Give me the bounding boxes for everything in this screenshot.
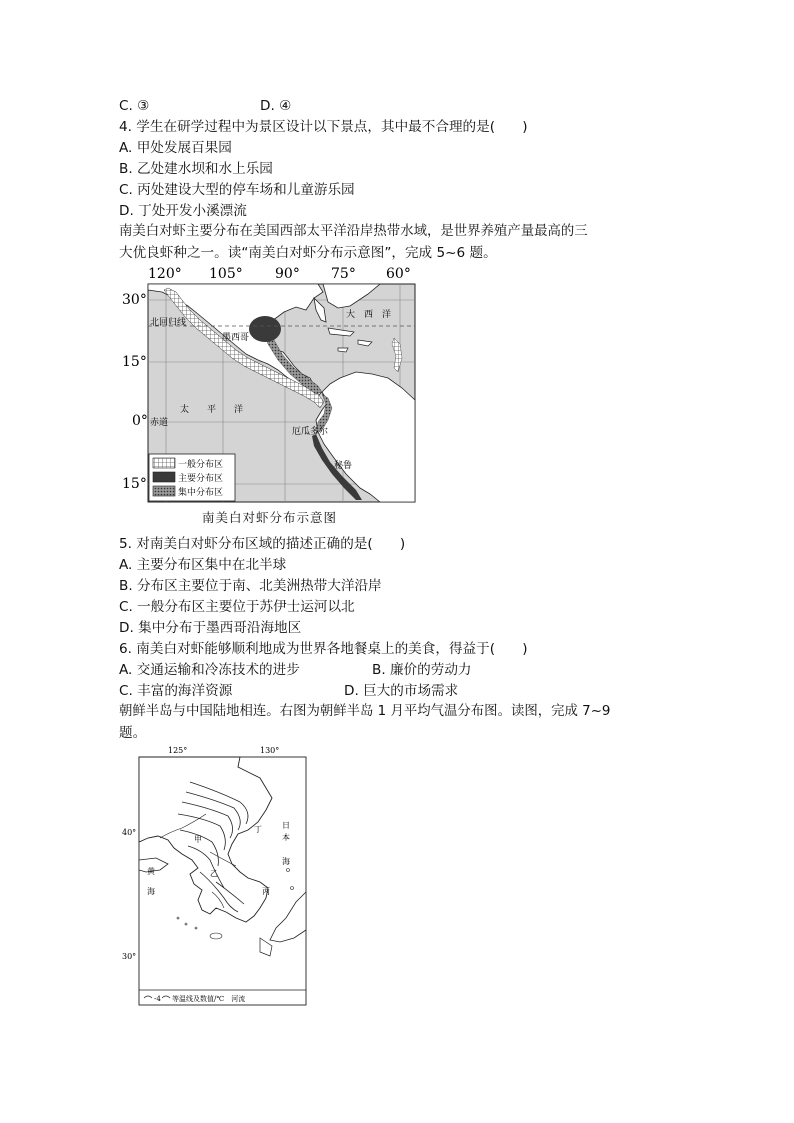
lon-label-125: 125° xyxy=(168,746,188,755)
lat-label-30: 30° xyxy=(122,952,137,961)
yellow-sea-char-2: 海 xyxy=(147,887,155,896)
q6-option-a: A. 交通运输和冷冻技术的进步 xyxy=(119,662,300,678)
korea-temperature-map xyxy=(120,742,310,1008)
q5-option-d: D. 集中分布于墨西哥沿海地区 xyxy=(119,620,302,636)
lon-label-120: 120° xyxy=(148,266,182,282)
jamaica-island xyxy=(338,348,348,352)
q3-option-d: D. ④ xyxy=(260,98,292,114)
lat-label-30n: 30° xyxy=(122,292,147,308)
q4-option-b: B. 乙处建水坝和水上乐园 xyxy=(119,161,273,177)
equator-label: 赤道 xyxy=(150,418,169,428)
pacific-label: 太 平 洋 xyxy=(180,405,244,415)
q5-option-a: A. 主要分布区集中在北半球 xyxy=(119,557,287,573)
q3-option-c: C. ③ xyxy=(119,98,150,114)
q6-stem: 6. 南美白对虾能够顺利地成为世界各地餐桌上的美食，得益于( ) xyxy=(119,641,528,657)
q4-option-d: D. 丁处开发小溪漂流 xyxy=(119,203,247,219)
map1-caption: 南美白对虾分布示意图 xyxy=(202,510,338,525)
lat-label-40: 40° xyxy=(122,828,137,837)
q6-option-b: B. 廉价的劳动力 xyxy=(372,662,472,678)
lon-label-90: 90° xyxy=(275,266,300,282)
lon-label-105: 105° xyxy=(209,266,243,282)
intro1-line2: 大优良虾种之一。读“南美白对虾分布示意图”，完成 5~6 题。 xyxy=(119,245,497,261)
tropic-label: 北回归线 xyxy=(150,318,187,328)
legend-text: 等温线及数值/℃ 河流 xyxy=(172,995,246,1003)
legend-swatch-concentrated xyxy=(153,486,175,496)
legend-swatch-main xyxy=(153,472,175,482)
intro1-line1: 南美白对虾主要分布在美国西部太平洋沿岸热带水域，是世界养殖产量最高的三 xyxy=(119,224,588,239)
shrimp-distribution-map xyxy=(118,262,418,507)
lat-label-0: 0° xyxy=(132,413,148,429)
lon-label-130: 130° xyxy=(260,746,280,755)
mexico-label: 墨西哥 xyxy=(222,333,250,343)
peru-label: 秘鲁 xyxy=(334,461,353,471)
sea-japan-char-2: 本 xyxy=(282,833,290,842)
q6-option-d: D. 巨大的市场需求 xyxy=(344,683,459,699)
sea-japan-char-1: 日 xyxy=(282,821,290,830)
point-bing: 丙 xyxy=(262,887,270,896)
intro2-line1: 朝鲜半岛与中国陆地相连。右图为朝鲜半岛 1 月平均气温分布图。读图，完成 7~9 xyxy=(119,704,611,719)
q4-option-c: C. 丙处建设大型的停车场和儿童游乐园 xyxy=(119,182,355,198)
legend-swatch-general xyxy=(153,458,175,468)
lat-label-15s: 15° xyxy=(122,476,147,492)
legend-main-label: 主要分布区 xyxy=(178,474,224,484)
point-jia: 甲 xyxy=(194,835,202,844)
legend-concentrated-label: 集中分布区 xyxy=(178,488,224,498)
ecuador-label: 厄瓜多尔 xyxy=(292,427,329,437)
q6-option-c: C. 丰富的海洋资源 xyxy=(119,683,233,699)
q4-option-a: A. 甲处发展百果园 xyxy=(119,140,232,156)
q5-option-b: B. 分布区主要位于南、北美洲热带大洋沿岸 xyxy=(119,578,382,594)
point-ding: 丁 xyxy=(254,825,262,834)
point-yi: 乙 xyxy=(210,869,218,878)
main-distribution-gulf xyxy=(249,316,281,342)
q5-option-c: C. 一般分布区主要位于苏伊士运河以北 xyxy=(119,599,355,615)
q5-stem: 5. 对南美白对虾分布区域的描述正确的是( ) xyxy=(119,536,406,552)
q4-stem: 4. 学生在研学过程中为景区设计以下景点，其中最不合理的是( ) xyxy=(119,119,528,135)
lon-label-75: 75° xyxy=(331,266,356,282)
yellow-sea-char-1: 黄 xyxy=(147,867,155,876)
legend-general-label: 一般分布区 xyxy=(178,460,224,470)
lat-label-15n: 15° xyxy=(122,354,147,370)
atlantic-label: 大 西 洋 xyxy=(346,310,392,320)
intro2-line2: 题。 xyxy=(119,725,147,741)
lon-label-60: 60° xyxy=(386,266,411,282)
legend-isotherm-value: -4 xyxy=(154,995,161,1003)
sea-japan-char-3: 海 xyxy=(282,857,290,866)
